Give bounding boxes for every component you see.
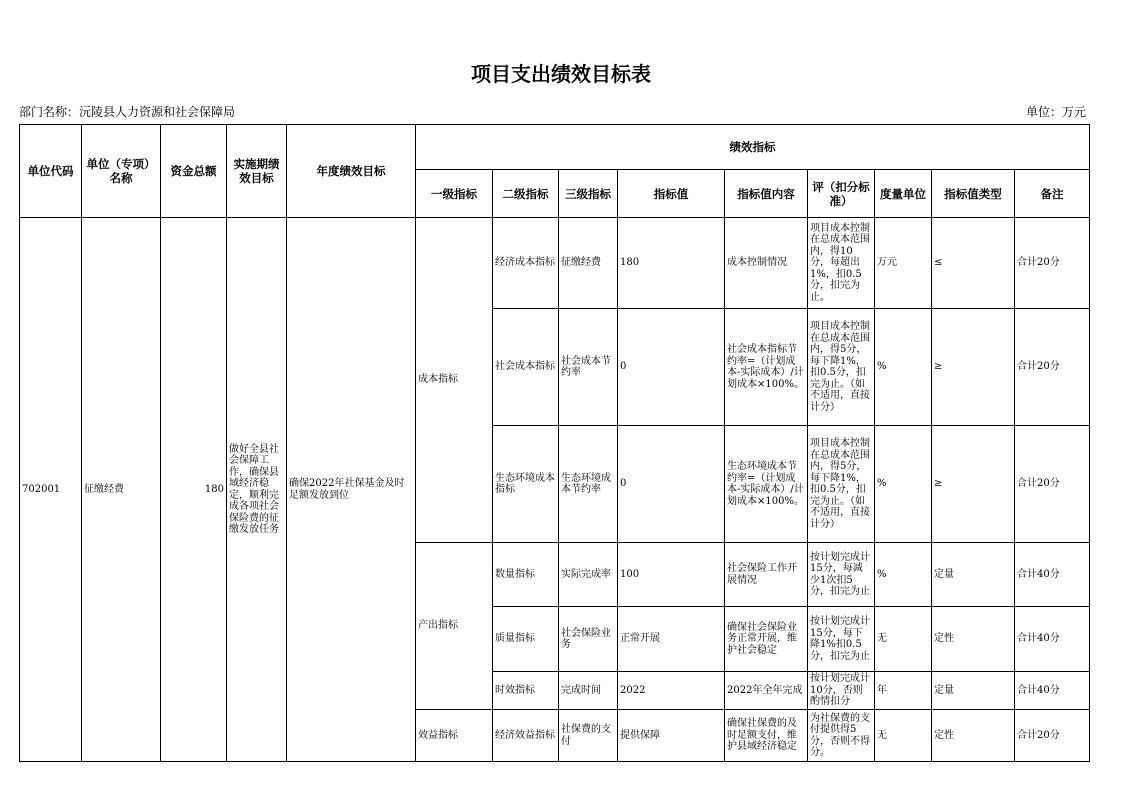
unit-cell: 无 — [875, 607, 932, 672]
level1-cell: 产出指标 — [416, 543, 493, 710]
standard-cell: 按计划完成计15分，每下降1%扣0.5分，扣完为止 — [808, 607, 875, 672]
unit-name-cell: 征缴经费 — [82, 218, 161, 762]
type-cell: ≤ — [932, 218, 1015, 309]
value-cell: 180 — [618, 218, 725, 309]
unit-cell: 年 — [875, 672, 932, 710]
level2-cell: 数量指标 — [493, 543, 559, 607]
content-cell: 社会成本指标节约率=（计划成本-实际成本）/计划成本×100%。 — [725, 309, 808, 426]
remark-cell: 合计40分 — [1015, 543, 1090, 607]
header-remark: 备注 — [1015, 170, 1090, 218]
standard-cell: 项目成本控制在总成本范围内，得5分，每下降1%，扣0.5分，扣完为止。（如不适用，直接计分） — [808, 426, 875, 543]
remark-cell: 合计20分 — [1015, 426, 1090, 543]
value-cell: 2022 — [618, 672, 725, 710]
value-cell: 0 — [618, 309, 725, 426]
header-unit-code: 单位代码 — [20, 125, 82, 218]
standard-cell: 项目成本控制在总成本范围内，得5分，每下降1%，扣0.5分，扣完为止。（如不适用，直接计分） — [808, 309, 875, 426]
header-value: 指标值 — [618, 170, 725, 218]
level3-cell: 完成时间 — [559, 672, 618, 710]
standard-cell: 为社保费的支付提供得5分，否则不得分。 — [808, 710, 875, 762]
department-label: 部门名称：沅陵县人力资源和社会保障局 — [19, 105, 236, 119]
type-cell: 定量 — [932, 543, 1015, 607]
content-cell: 2022年全年完成 — [725, 672, 808, 710]
unit-cell: % — [875, 426, 932, 543]
type-cell: 定性 — [932, 710, 1015, 762]
standard-cell: 按计划完成计10分，否则酌情扣分 — [808, 672, 875, 710]
value-cell: 正常开展 — [618, 607, 725, 672]
annual-goal-cell: 确保2022年社保基金及时足额发放到位 — [287, 218, 416, 762]
level3-cell: 实际完成率 — [559, 543, 618, 607]
unit-code-cell: 702001 — [20, 218, 82, 762]
header-indicators: 绩效指标 — [416, 125, 1090, 170]
remark-cell: 合计20分 — [1015, 309, 1090, 426]
level1-cell: 成本指标 — [416, 218, 493, 543]
header-unit: 度量单位 — [875, 170, 932, 218]
performance-table — [19, 124, 1090, 762]
content-cell: 生态环境成本节约率=（计划成本-实际成本）/计划成本×100%。 — [725, 426, 808, 543]
level2-cell: 社会成本指标 — [493, 309, 559, 426]
remark-cell: 合计40分 — [1015, 672, 1090, 710]
type-cell: 定量 — [932, 672, 1015, 710]
content-cell: 确保社会保险业务正常开展，维护社会稳定 — [725, 607, 808, 672]
remark-cell: 合计20分 — [1015, 710, 1090, 762]
level2-cell: 质量指标 — [493, 607, 559, 672]
level2-cell: 生态环境成本指标 — [493, 426, 559, 543]
level2-cell: 经济效益指标 — [493, 710, 559, 762]
remark-cell: 合计40分 — [1015, 607, 1090, 672]
value-cell: 100 — [618, 543, 725, 607]
type-cell: ≥ — [932, 309, 1015, 426]
content-cell: 成本控制情况 — [725, 218, 808, 309]
period-goal-cell: 做好全县社会保障工作，确保县域经济稳定，顺利完成各项社会保险费的征缴发放任务 — [227, 218, 287, 762]
header-period-goal: 实施期绩效目标 — [227, 125, 287, 218]
header-score-standard: 评（扣分标准） — [808, 170, 875, 218]
level3-cell: 生态环境成本节约率 — [559, 426, 618, 543]
header-annual-goal: 年度绩效目标 — [287, 125, 416, 218]
unit-cell: 无 — [875, 710, 932, 762]
level3-cell: 社保费的支付 — [559, 710, 618, 762]
type-cell: ≥ — [932, 426, 1015, 543]
fund-total-cell: 180 — [161, 218, 227, 762]
header-level2: 二级指标 — [493, 170, 559, 218]
level2-cell: 时效指标 — [493, 672, 559, 710]
standard-cell: 按计划完成计15分，每减少1次扣5分，扣完为止 — [808, 543, 875, 607]
table-row — [20, 218, 1090, 309]
unit-label: 单位：万元 — [1025, 105, 1086, 119]
level3-cell: 社会保险业务 — [559, 607, 618, 672]
page-title: 项目支出绩效目标表 — [471, 62, 651, 86]
level2-cell: 经济成本指标 — [493, 218, 559, 309]
level3-cell: 征缴经费 — [559, 218, 618, 309]
type-cell: 定性 — [932, 607, 1015, 672]
unit-cell: % — [875, 309, 932, 426]
unit-cell: % — [875, 543, 932, 607]
header-value-content: 指标值内容 — [725, 170, 808, 218]
header-fund-total: 资金总额 — [161, 125, 227, 218]
remark-cell: 合计20分 — [1015, 218, 1090, 309]
header-value-type: 指标值类型 — [932, 170, 1015, 218]
header-level3: 三级指标 — [559, 170, 618, 218]
content-cell: 确保社保费的及时足额支付，维护县域经济稳定 — [725, 710, 808, 762]
content-cell: 社会保险工作开展情况 — [725, 543, 808, 607]
header-unit-name: 单位（专项）名称 — [82, 125, 161, 218]
level1-cell: 效益指标 — [416, 710, 493, 762]
value-cell: 0 — [618, 426, 725, 543]
level3-cell: 社会成本节约率 — [559, 309, 618, 426]
header-level1: 一级指标 — [416, 170, 493, 218]
unit-cell: 万元 — [875, 218, 932, 309]
standard-cell: 项目成本控制在总成本范围内，得10分，每超出1%，扣0.5分，扣完为止。 — [808, 218, 875, 309]
value-cell: 提供保障 — [618, 710, 725, 762]
